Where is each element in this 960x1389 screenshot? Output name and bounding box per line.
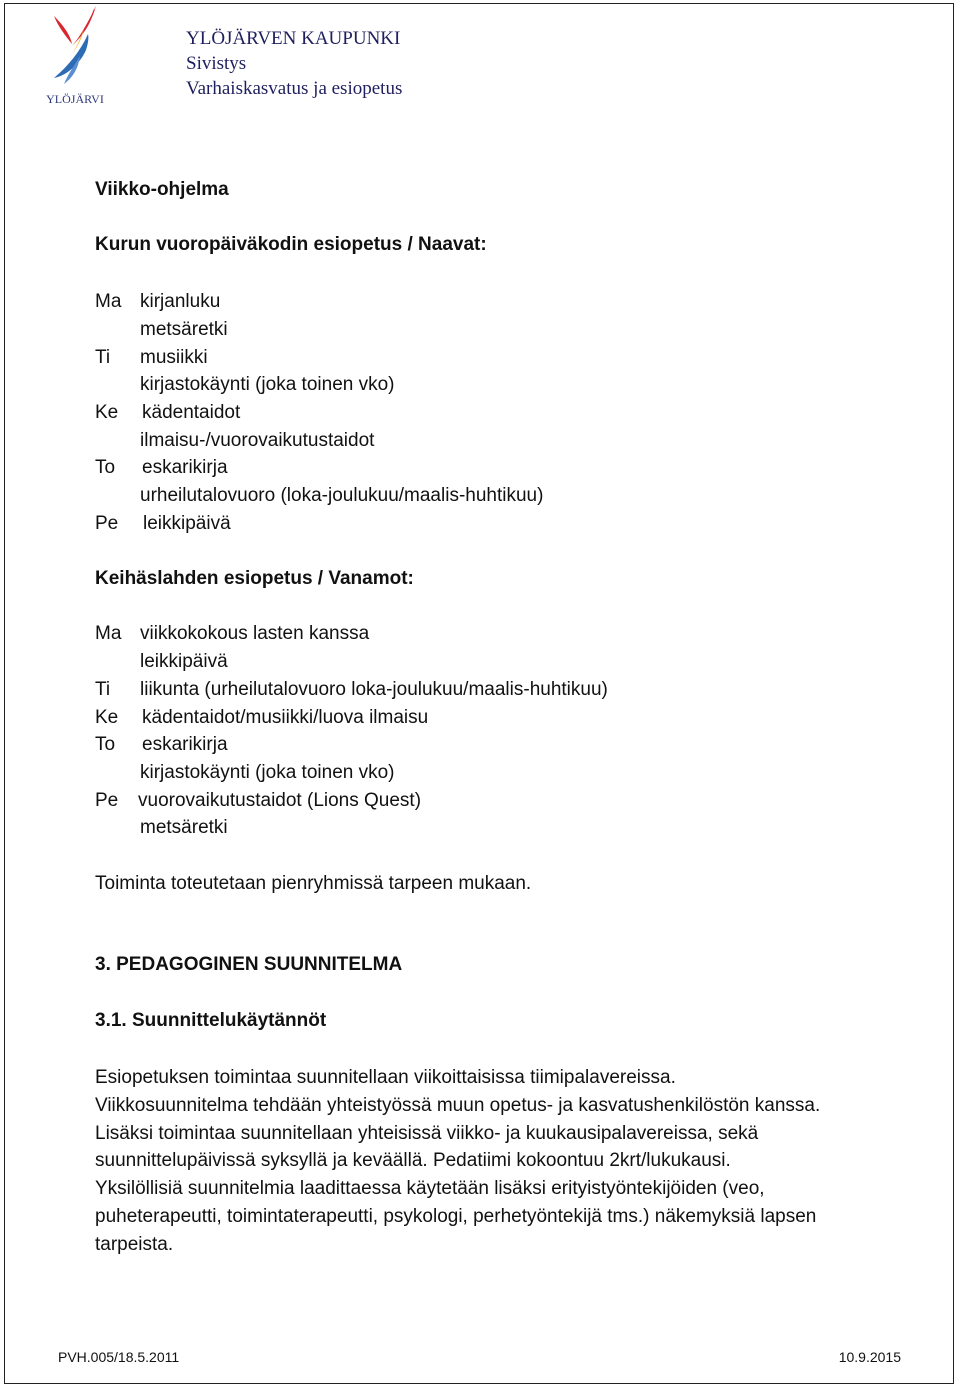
day-label: To xyxy=(95,457,116,478)
organization-header xyxy=(186,26,402,101)
paragraph-line: Viikkosuunnitelma tehdään yhteistyössä muun opetus- ja kasvatushenkilöstön kanssa. xyxy=(95,1094,821,1116)
org-unit: Varhaiskasvatus ja esiopetus xyxy=(186,78,403,99)
schedule-heading-kuru: Kurun vuoropäiväkodin esiopetus / Naavat: xyxy=(95,234,487,255)
activity: metsäretki xyxy=(140,319,228,340)
day-label: Ke xyxy=(95,707,119,728)
paragraph-line: tarpeista. xyxy=(95,1233,174,1255)
activity: kädentaidot/musiikki/luova ilmaisu xyxy=(142,707,429,728)
paragraph-line: Yksilöllisiä suunnitelmia laadittaessa käytetään lisäksi erityistyöntekijöiden (veo, xyxy=(95,1178,765,1200)
activity: kädentaidot xyxy=(142,402,241,423)
ylojarvi-logo-emblem xyxy=(40,4,110,108)
paragraph-line: Esiopetuksen toimintaa suunnitellaan viikoittaisissa tiimipalavereissa. xyxy=(95,1067,676,1088)
activity: eskarikirja xyxy=(142,734,228,755)
activity: kirjastokäynti (joka toinen vko) xyxy=(140,762,395,783)
schedule-heading-keihaslahti: Keihäslahden esiopetus / Vanamot: xyxy=(95,568,414,589)
logo-text: YLÖJÄRVI xyxy=(46,92,104,106)
activity: kirjastokäynti (joka toinen vko) xyxy=(140,374,395,395)
activity: eskarikirja xyxy=(142,457,228,478)
activity: urheilutalovuoro (loka-joulukuu/maalis-huhtikuu) xyxy=(140,485,544,506)
activity: viikkokokous lasten kanssa xyxy=(140,623,370,644)
day-label: Ti xyxy=(95,347,111,368)
activity: leikkipäivä xyxy=(143,513,231,534)
paragraph-line: Lisäksi toimintaa suunnitellaan yhteisissä viikko- ja kuukausipalavereissa, sekä xyxy=(95,1122,759,1144)
day-label: Ma xyxy=(95,291,122,312)
planning-paragraph xyxy=(95,1064,895,1259)
activity: vuorovaikutustaidot (Lions Quest) xyxy=(138,790,422,811)
footer-document-code: PVH.005/18.5.2011 xyxy=(58,1349,180,1365)
group-note: Toiminta toteutetaan pienryhmissä tarpeen mukaan. xyxy=(95,873,532,894)
paragraph-line: suunnittelupäivissä syksyllä ja keväällä. Pedatiimi kokoontuu 2krt/lukukausi. xyxy=(95,1150,731,1172)
day-label: Pe xyxy=(95,513,119,534)
subsection-heading: 3.1. Suunnittelukäytännöt xyxy=(95,1010,327,1031)
paragraph-line: puheterapeutti, toimintaterapeutti, psykologi, perhetyöntekijä tms.) näkemyksiä lapsen xyxy=(95,1205,817,1227)
activity: liikunta (urheilutalovuoro loka-joulukuu/maalis-huhtikuu) xyxy=(140,679,608,700)
day-label: Pe xyxy=(95,790,119,811)
footer-date: 10.9.2015 xyxy=(838,1349,901,1365)
org-name: YLÖJÄRVEN KAUPUNKI xyxy=(186,28,401,49)
activity: leikkipäivä xyxy=(140,651,228,672)
org-department: Sivistys xyxy=(186,53,247,74)
ylojarvi-logo xyxy=(40,4,110,108)
day-label: Ke xyxy=(95,402,119,423)
activity: musiikki xyxy=(140,347,208,368)
day-label: To xyxy=(95,734,116,755)
page-title: Viikko-ohjelma xyxy=(95,179,229,200)
day-label: Ti xyxy=(95,679,111,700)
section-heading: 3. PEDAGOGINEN SUUNNITELMA xyxy=(95,954,403,975)
activity: kirjanluku xyxy=(140,291,221,312)
activity: metsäretki xyxy=(140,817,228,838)
activity: ilmaisu-/vuorovaikutustaidot xyxy=(140,430,375,451)
day-label: Ma xyxy=(95,623,122,644)
